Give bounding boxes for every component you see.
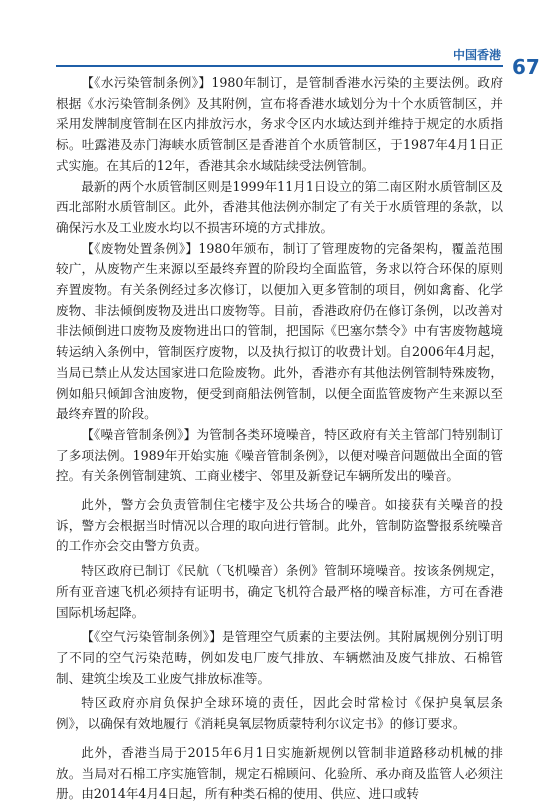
paragraph-aircraft-noise: 特区政府已制订《民航（飞机噪音）条例》管制环境噪音。按该条例规定，所有亚音速飞机必须持有证明书，确定飞机符合最严格的噪音标准，方可在香港国际机场起降。 bbox=[56, 563, 503, 620]
paragraph-ozone-layer: 特区政府亦肩负保护全球环境的责任，因此会时常检讨《保护臭氧层条例》，以确保有效地履行《消耗臭氧层物质蒙特利尔议定书》的修订要求。 bbox=[56, 695, 503, 732]
paragraph-police-noise: 此外，警方会负责管制住宅楼宇及公共场合的噪音。如接获有关噪音的投诉，警方会根据当时情况以合理的取向进行管制。此外，管制防盗警报系统噪音的工作亦会交由警方负责。 bbox=[56, 497, 503, 554]
paragraph-air-pollution: 【《空气污染管制条例》】是管理空气质素的主要法例。其附属规例分别订明了不同的空气污染范畴，例如发电厂废气排放、车辆燃油及废气排放、石棉管制、建筑尘埃及工业废气排放标准等。 bbox=[56, 629, 503, 686]
paragraph-water-zones: 最新的两个水质管制区则是1999年11月1日设立的第二南区附水质管制区及西北部附水质管制区。此外，香港其他法例亦制定了有关于水质管理的条款，以确保污水及工业废水均以不损害环境的方式排放。 bbox=[56, 178, 503, 235]
page-number: 67 bbox=[512, 55, 540, 79]
paragraph-waste-disposal: 【《废物处置条例》】1980年颁布，制订了管理废物的完备架构，覆盖范围较广，从废物产生来源以至最终弃置的阶段均全面监管，务求以符合环保的原则弃置废物。有关条例经过多次修订，以便加入更多管制的项目，例如禽畜、化学废物、非法倾倒废物及进出口废物等。目前，香港政府仍在修订条例，以改善对非法倾倒进口废物及废物进出口的管制，把国际《巴塞尔禁令》中有害废物越境转运纳入条例中，管制医疗废物，以及执行拟订的收费计划。自2006年4月起，当局已禁止从发达国家进口危险废物。此外，香港亦有其他法例管制特殊废物，例如船只倾卸含油废物，便受到商船法例管制，以便全面监管废物产生来源以至最终弃置的阶段。 bbox=[56, 240, 503, 422]
body-text bbox=[56, 73, 503, 805]
header-divider bbox=[56, 65, 503, 67]
paragraph-machinery-asbestos: 此外，香港当局于2015年6月1日实施新规例以管制非道路移动机械的排放。当局对石棉工序实施管制，规定石棉顾问、化验所、承办商及监管人必须注册。由2014年4月4日起，所有种类石棉的使用、供应、进口或转 bbox=[56, 744, 503, 802]
paragraph-noise-control: 【《噪音管制条例》】为管制各类环境噪音，特区政府有关主管部门特别制订了多项法例。1989年开始实施《噪音管制条例》，以便对噪音问题做出全面的管控。有关条例管制建筑、工商业楼宇、邻里及新登记车辆所发出的噪音。 bbox=[56, 426, 503, 484]
paragraph-water-pollution: 【《水污染管制条例》】1980年制订，是管制香港水污染的主要法例。政府根据《水污染管制条例》及其附例，宣布将香港水域划分为十个水质管制区，并采用发牌制度管制在区内排放污水，务求令区内水域达到并维持于规定的水质指标。吐露港及赤门海峡水质管制区是香港首个水质管制区，于1987年4月1日正式实施。在其后的12年，香港其余水域陆续受法例管制。 bbox=[56, 75, 503, 173]
section-title: 中国香港 bbox=[452, 48, 501, 62]
